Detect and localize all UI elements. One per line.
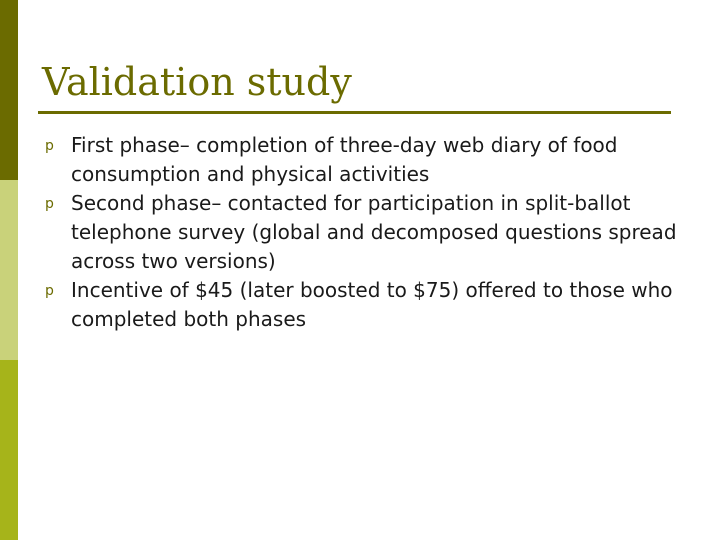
title-underline bbox=[38, 111, 671, 114]
slide-title: Validation study bbox=[42, 60, 352, 104]
bullet-list bbox=[45, 131, 685, 334]
list-item bbox=[45, 276, 685, 334]
bullet-icon: p bbox=[45, 196, 54, 212]
bullet-icon: p bbox=[45, 283, 54, 299]
bullet-text: Second phase– contacted for participation in split-ballot telephone survey (global and decomposed questions spread across two versions) bbox=[71, 191, 677, 273]
bullet-icon: p bbox=[45, 138, 54, 154]
side-accent-bar-middle bbox=[0, 180, 18, 360]
side-accent-bar-top bbox=[0, 0, 18, 180]
list-item bbox=[45, 189, 685, 276]
bullet-text: Incentive of $45 (later boosted to $75) offered to those who completed both phases bbox=[71, 278, 673, 331]
side-accent-bar-bottom bbox=[0, 360, 18, 540]
bullet-text: First phase– completion of three-day web diary of food consumption and physical activities bbox=[71, 133, 618, 186]
list-item bbox=[45, 131, 685, 189]
